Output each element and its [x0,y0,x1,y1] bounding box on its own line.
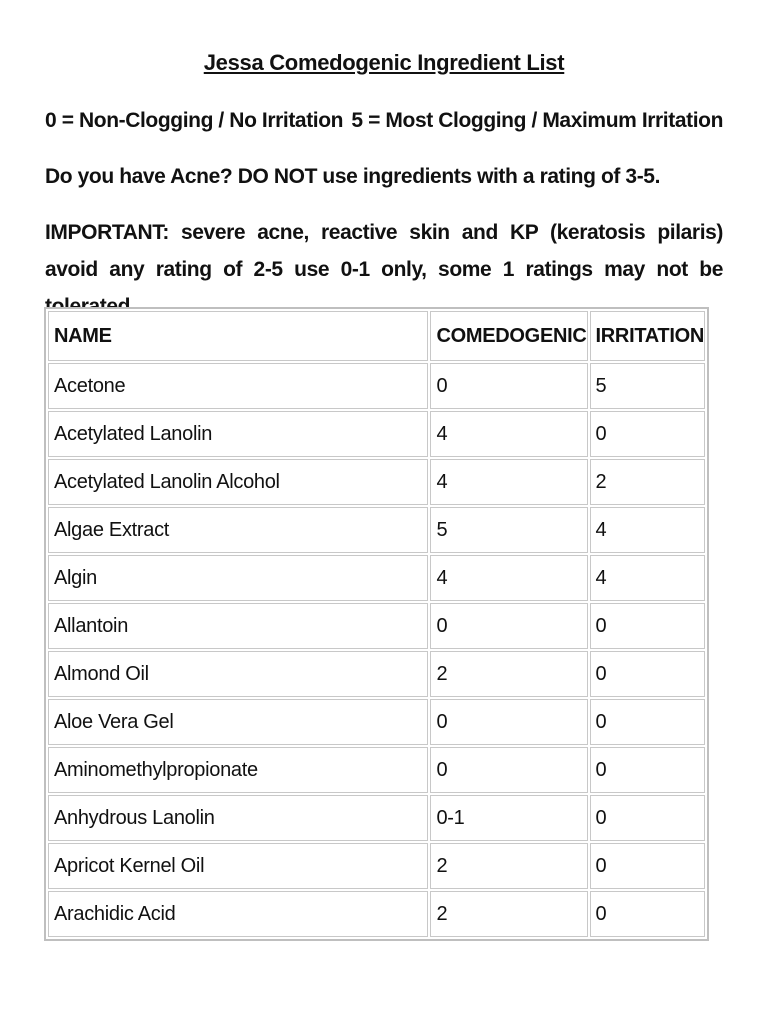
table-row [48,459,705,505]
header-comedogenic: COMEDOGENIC [430,311,587,361]
table-header-row [48,311,705,361]
ingredient-name: Acetylated Lanolin [48,411,428,457]
comedogenic-rating: 0 [430,699,587,745]
comedogenic-rating: 0 [430,747,587,793]
comedogenic-rating: 4 [430,555,587,601]
ingredient-name: Aminomethylpropionate [48,747,428,793]
ingredient-name: Anhydrous Lanolin [48,795,428,841]
legend-high: 5 = Most Clogging / Maximum Irritation [351,109,723,132]
comedogenic-rating: 0-1 [430,795,587,841]
table-row [48,411,705,457]
table-row [48,507,705,553]
table-row [48,891,705,937]
table-row [48,843,705,889]
table-row [48,363,705,409]
document-title: Jessa Comedogenic Ingredient List [203,50,565,75]
header-name: NAME [48,311,428,361]
irritation-rating: 5 [590,363,705,409]
ingredient-name: Aloe Vera Gel [48,699,428,745]
ingredient-name: Acetylated Lanolin Alcohol [48,459,428,505]
ingredient-name: Algae Extract [48,507,428,553]
comedogenic-rating: 2 [430,651,587,697]
irritation-rating: 4 [590,507,705,553]
ingredient-name: Apricot Kernel Oil [48,843,428,889]
important-note: IMPORTANT: severe acne, reactive skin and KP (keratosis pilaris) avoid any rating of 2-5 use 0-1 only, some 1 ratings may not be [45,221,723,281]
table-row [48,555,705,601]
comedogenic-rating: 4 [430,411,587,457]
ingredient-table [44,307,709,941]
comedogenic-rating: 2 [430,843,587,889]
irritation-rating: 0 [590,651,705,697]
ingredient-name: Allantoin [48,603,428,649]
table-row [48,651,705,697]
rating-legend [45,102,723,139]
irritation-rating: 0 [590,747,705,793]
comedogenic-rating: 0 [430,363,587,409]
header-irritation: IRRITATION [590,311,705,361]
ingredient-name: Almond Oil [48,651,428,697]
irritation-rating: 0 [590,411,705,457]
table-row [48,747,705,793]
irritation-rating: 2 [590,459,705,505]
table-row [48,795,705,841]
table-row [48,603,705,649]
comedogenic-rating: 0 [430,603,587,649]
comedogenic-rating: 2 [430,891,587,937]
irritation-rating: 4 [590,555,705,601]
irritation-rating: 0 [590,603,705,649]
comedogenic-rating: 4 [430,459,587,505]
irritation-rating: 0 [590,891,705,937]
acne-warning: Do you have Acne? DO NOT use ingredients with a rating of 3-5. [45,165,661,188]
irritation-rating: 0 [590,795,705,841]
ingredient-name: Algin [48,555,428,601]
irritation-rating: 0 [590,699,705,745]
ingredient-name: Acetone [48,363,428,409]
irritation-rating: 0 [590,843,705,889]
table-row [48,699,705,745]
legend-low: 0 = Non-Clogging / No Irritation [45,109,344,132]
comedogenic-rating: 5 [430,507,587,553]
ingredient-name: Arachidic Acid [48,891,428,937]
